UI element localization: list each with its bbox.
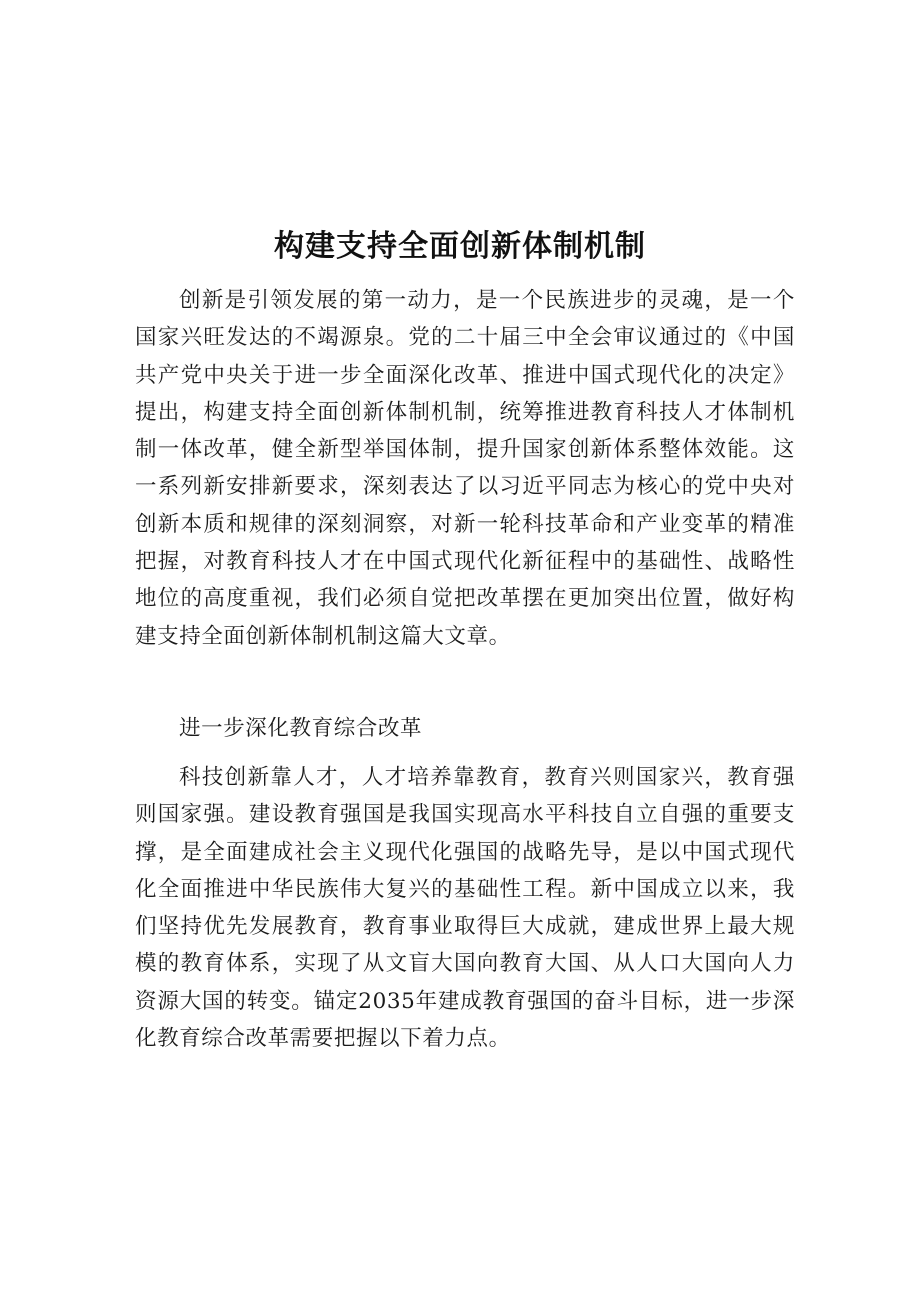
paragraph-intro: 创新是引领发展的第一动力，是一个民族进步的灵魂，是一个国家兴旺发达的不竭源泉。党的二十届三中全会审议通过的《中国共产党中央关于进一步全面深化改革、推进中国式现代化的决定》提出，构建支持全面创新体制机制，统筹推进教育科技人才体制机制一体改革，健全新型举国体制，提升国家创新体系整体效能。这一系列新安排新要求，深刻表达了以习近平同志为核心的党中央对创新本质和规律的深刻洞察，对新一轮科技革命和产业变革的精准把握，对教育科技人才在中国式现代化新征程中的基础性、战略性地位的高度重视，我们必须自觉把改革摆在更加突出位置，做好构建支持全面创新体制机制这篇大文章。 bbox=[135, 288, 795, 649]
section-heading: 进一步深化教育综合改革 bbox=[179, 716, 423, 741]
document-title: 构建支持全面创新体制机制 bbox=[274, 229, 646, 264]
paragraph-education-reform: 科技创新靠人才，人才培养靠教育，教育兴则国家兴，教育强则国家强。建设教育强国是我国实现高水平科技自立自强的重要支撑，是全面建成社会主义现代化强国的战略先导，是以中国式现代化全面推进中华民族伟大复兴的基础性工程。新中国成立以来，我们坚持优先发展教育，教育事业取得巨大成就，建成世界上最大规模的教育体系，实现了从文盲大国向教育大国、从人口大国向人力资源大国的转变。锚定2035年建成教育强国的奋斗目标，进一步深化教育综合改革需要把握以下着力点。 bbox=[135, 765, 795, 1052]
